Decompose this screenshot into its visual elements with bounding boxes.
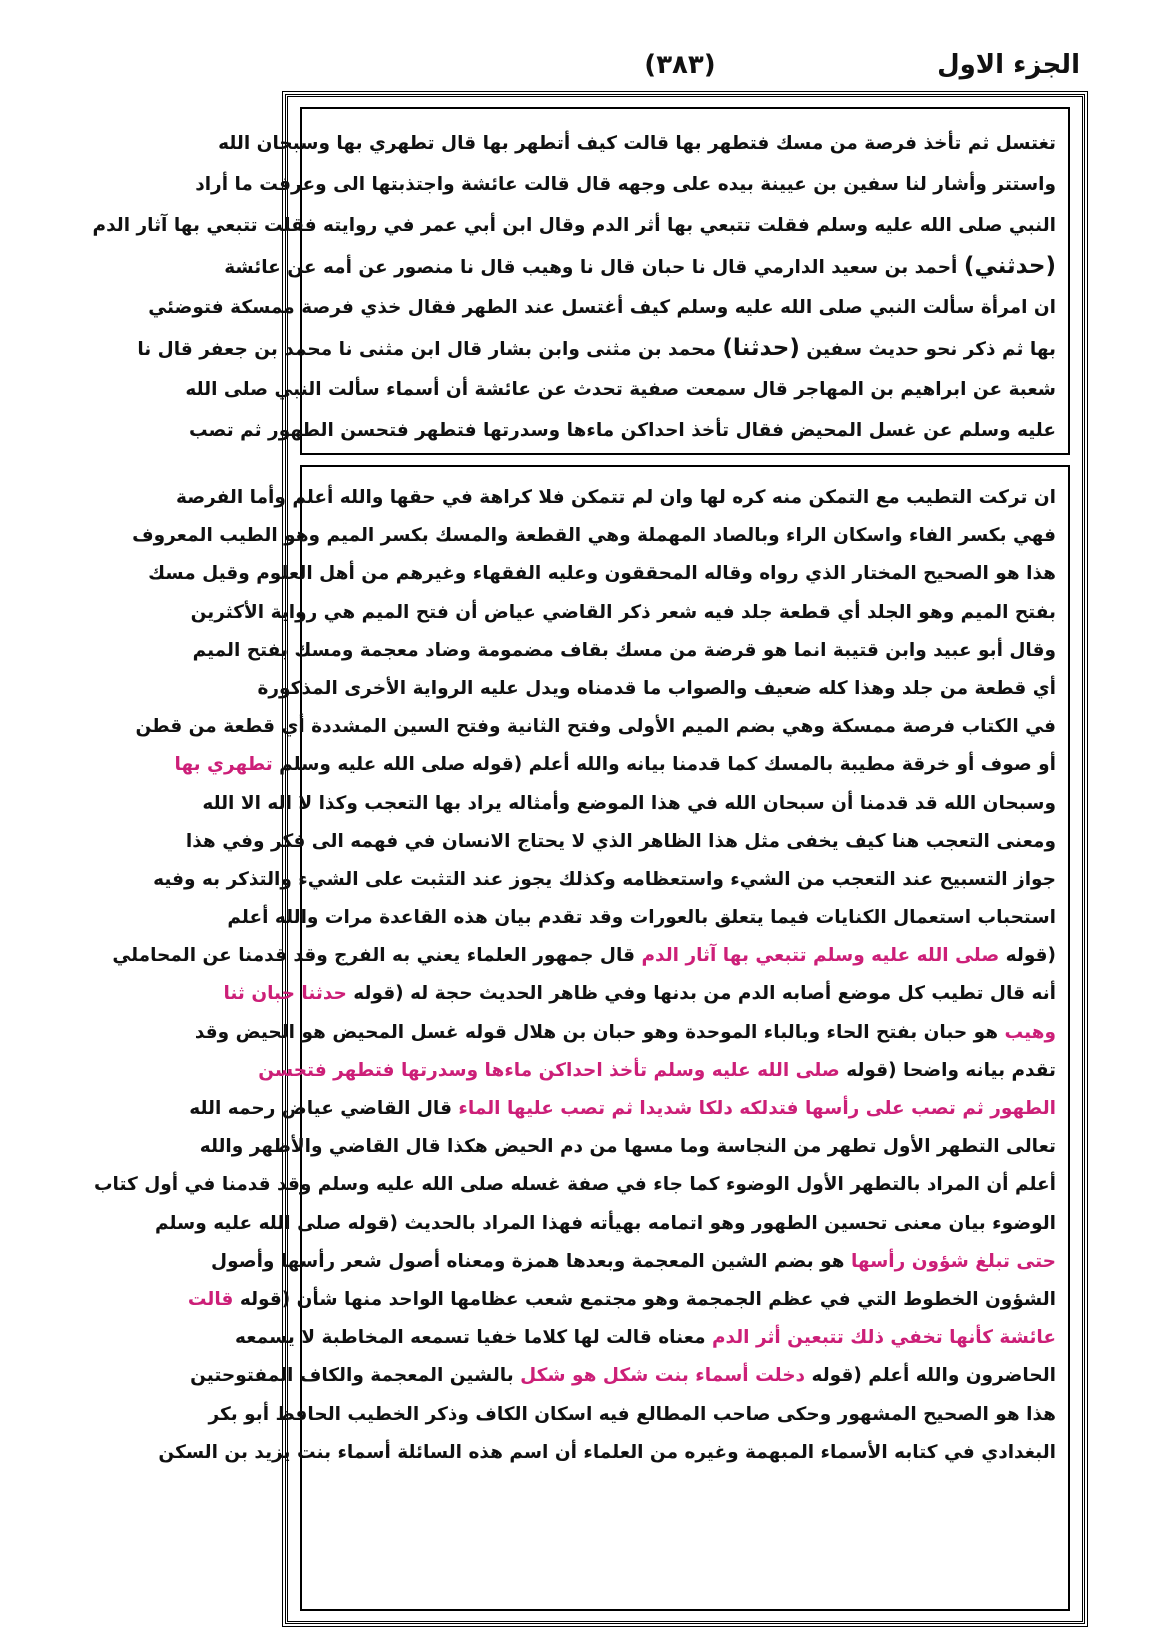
quoted-text: قالت: [187, 1288, 234, 1310]
sharh-text: قال جمهور العلماء يعني به الفرج وقد قدمنا عن المحاملي: [112, 945, 642, 967]
sharh-line: [153, 861, 1056, 899]
sharh-text: فهي بكسر الفاء واسكان الراء وبالصاد المهملة وهي القطعة والمسك بكسر الميم وهو الطيب المعروف: [132, 525, 1056, 547]
volume-label: الجزء الاول: [937, 50, 1080, 80]
matn-line: تغتسل ثم تأخذ فرصة من مسك فتطهر بها قالت كيف أتطهر بها قال تطهري بها وسبحان الله: [218, 133, 1056, 154]
sharh-line: [135, 708, 1056, 746]
sharh-text: هذا هو الصحيح المشهور وحكى صاحب المطالع فيه اسكان الكاف وذكر الخطيب الحافظ أبو بكر: [208, 1403, 1056, 1425]
sharh-line: [158, 1434, 1056, 1472]
sharh-line: [112, 937, 1056, 975]
sharh-line: [148, 555, 1056, 593]
quoted-text: وهيب: [1004, 1021, 1056, 1043]
sharh-line: [132, 517, 1056, 555]
sharh-text: تعالى التطهر الأول تطهر من النجاسة وما مسها من دم الحيض هكذا قال القاضي والأظهر والله: [199, 1136, 1056, 1158]
sharh-panel: [93, 465, 1070, 1611]
matn-panel: [92, 107, 1070, 455]
sharh-text: هو حبان بفتح الحاء وبالباء الموحدة وهو حبان بن هلال قوله غسل المحيض هو الحيض وقد: [194, 1021, 1005, 1043]
matn-line: [224, 246, 1056, 287]
quoted-text: دخلت أسماء بنت شكل هو شكل: [520, 1365, 806, 1387]
sharh-line: [235, 1319, 1056, 1357]
sharh-text: معناه قالت لها كلاما خفيا تسمعه المخاطبة لا يسمعه: [235, 1327, 712, 1349]
matn-line: شعبة عن ابراهيم بن المهاجر قال سمعت صفية تحدث عن عائشة أن أسماء سألت النبي صلى الله: [185, 379, 1056, 400]
quoted-text: الطهور ثم تصب على رأسها فتدلكه دلكا شديدا ثم تصب عليها الماء: [458, 1098, 1056, 1119]
page-number: (٣٨٣): [644, 50, 716, 80]
sharh-line: [202, 785, 1056, 823]
sharh-text: جواز التسبيح عند التعجب من الشيء واستعظامه وكذلك يجوز عند التثبت على الشيء والتذكر به وفيه: [153, 868, 1056, 890]
sharh-text: استحباب استعمال الكنايات فيما يتعلق بالعورات وقد تقدم بيان هذه القاعدة مرات والله أعلم: [227, 907, 1056, 929]
sharh-line: [93, 1166, 1056, 1204]
sharh-text: قال القاضي عياض رحمه الله: [189, 1098, 459, 1119]
sharh-text: الحاضرون والله أعلم (قوله: [805, 1365, 1056, 1387]
sharh-text: تقدم بيانه واضحا (قوله: [839, 1059, 1056, 1081]
sharh-line: [174, 746, 1056, 784]
sharh-line: [257, 670, 1056, 708]
sharh-text: هو بضم الشين المعجمة وبعدها همزة ومعناه أصول شعر رأسها وأصول: [211, 1250, 851, 1272]
sharh-line: [187, 1281, 1056, 1319]
sharh-line: [175, 479, 1056, 517]
sharh-text: الشؤون الخطوط التي في عظم الجمجمة وهو مجتمع شعب عظامها الواحد منها شأن (قوله: [233, 1288, 1056, 1310]
quoted-text: حدثنا حبان ثنا: [223, 983, 347, 1005]
quoted-text: صلى الله عليه وسلم تتبعي بها آثار الدم: [641, 945, 1000, 967]
sharh-line: [258, 1052, 1056, 1090]
sharh-text: وسبحان الله قد قدمنا أن سبحان الله في هذا الموضع وأمثاله يراد بها التعجب وكذا لا اله الا الله: [202, 792, 1056, 814]
sharh-line: [192, 632, 1056, 670]
sharh-line: [189, 1090, 1056, 1128]
matn-line: [137, 328, 1056, 369]
matn-text: محمد بن مثنى وابن بشار قال ابن مثنى نا محمد بن جعفر قال نا: [137, 339, 723, 360]
matn-line: عليه وسلم عن غسل المحيض فقال تأخذ احداكن ماءها وسدرتها فتطهر فتحسن الطهور ثم تصب: [188, 420, 1056, 441]
sharh-text: أي قطعة من جلد وهذا كله ضعيف والصواب ما قدمناه ويدل عليه الرواية الأخرى المذكورة: [257, 677, 1056, 699]
matn-line: واستتر وأشار لنا سفين بن عيينة بيده على وجهه قال قالت عائشة واجتذبتها الى وعرفت ما أراد: [195, 174, 1056, 195]
sharh-line: [185, 823, 1056, 861]
sharh-line: [199, 1128, 1056, 1166]
sharh-line: [223, 975, 1056, 1013]
sharh-text: هذا هو الصحيح المختار الذي رواه وقاله المحققون وعليه الفقهاء وغيرهم من أهل العلوم وقيل مسك: [148, 563, 1056, 585]
page-header: [280, 48, 1080, 88]
quoted-text: حتى تبلغ شؤون رأسها: [850, 1250, 1056, 1272]
sharh-line: [211, 1243, 1056, 1281]
sharh-line: [227, 899, 1056, 937]
matn-text: أحمد بن سعيد الدارمي قال نا حبان قال نا وهيب قال نا منصور عن أمه عن عائشة: [224, 257, 964, 278]
sharh-text: البغدادي في كتابه الأسماء المبهمة وغيره من العلماء أن اسم هذه السائلة أسماء بنت يزيد بن السكن: [158, 1441, 1056, 1463]
sharh-text: وقال أبو عبيد وابن قتيبة انما هو قرضة من مسك بقاف مضمومة وضاد معجمة ومسك بفتح الميم: [192, 639, 1056, 661]
sharh-text: (قوله: [999, 945, 1056, 967]
sharh-line: [194, 1014, 1056, 1052]
matn-line: النبي صلى الله عليه وسلم فقلت تتبعي بها أثر الدم وقال ابن أبي عمر في روايته فقلت تتبعي بها آثار الدم: [92, 215, 1056, 236]
sharh-text: الوضوء بيان معنى تحسين الطهور وهو اتمامه بهيأته فهذا المراد بالحديث (قوله صلى الله عليه وسلم: [155, 1212, 1056, 1234]
sharh-text: أعلم أن المراد بالتطهر الأول الوضوء كما جاء في صفة غسله صلى الله عليه وسلم وقد قدمنا في أول كتاب: [93, 1174, 1056, 1196]
sharh-line: [190, 1357, 1056, 1395]
sharh-line: [155, 1205, 1056, 1243]
sharh-line: [208, 1396, 1056, 1434]
sharh-text: ان تركت التطيب مع التمكن منه كره لها وان لم تتمكن فلا كراهة في حقها والله أعلم وأما الفرصة: [175, 487, 1056, 508]
sharh-text: ومعنى التعجب هنا كيف يخفى مثل هذا الظاهر الذي لا يحتاج الانسان في فهمه الى فكر وفي هذا: [185, 830, 1056, 852]
quoted-text: تطهري بها: [174, 754, 273, 776]
quoted-text: صلى الله عليه وسلم تأخذ احداكن ماءها وسدرتها فتطهر فتحسن: [258, 1059, 840, 1081]
matn-text: بها ثم ذكر نحو حديث سفين: [799, 339, 1056, 360]
quoted-text: عائشة كأنها تخفي ذلك تتبعين أثر الدم: [711, 1327, 1056, 1349]
sharh-text: أنه قال تطيب كل موضع أصابه الدم من بدنها وفي ظاهر الحديث حجة له (قوله: [346, 983, 1056, 1005]
hadith-keyword: (حدثنا): [722, 335, 800, 361]
sharh-text: في الكتاب فرصة ممسكة وهي بضم الميم الأولى وفتح الثانية وفتح السين المشددة أي قطعة من قطن: [135, 716, 1056, 738]
sharh-text: بالشين المعجمة والكاف المفتوحتين: [190, 1365, 521, 1387]
sharh-text: بفتح الميم وهو الجلد أي قطعة جلد فيه شعر ذكر القاضي عياض أن فتح الميم هي رواية الأكثرين: [190, 601, 1056, 623]
matn-line: ان امرأة سألت النبي صلى الله عليه وسلم كيف أغتسل عند الطهر فقال خذي فرصة ممسكة فتوضئي: [148, 297, 1056, 318]
hadith-keyword: (حدثني): [963, 253, 1056, 279]
page-frame: [92, 94, 1085, 1624]
sharh-text: أو صوف أو خرقة مطيبة بالمسك كما قدمنا بيانه والله أعلم (قوله صلى الله عليه وسلم: [272, 754, 1056, 776]
sharh-line: [190, 594, 1056, 632]
